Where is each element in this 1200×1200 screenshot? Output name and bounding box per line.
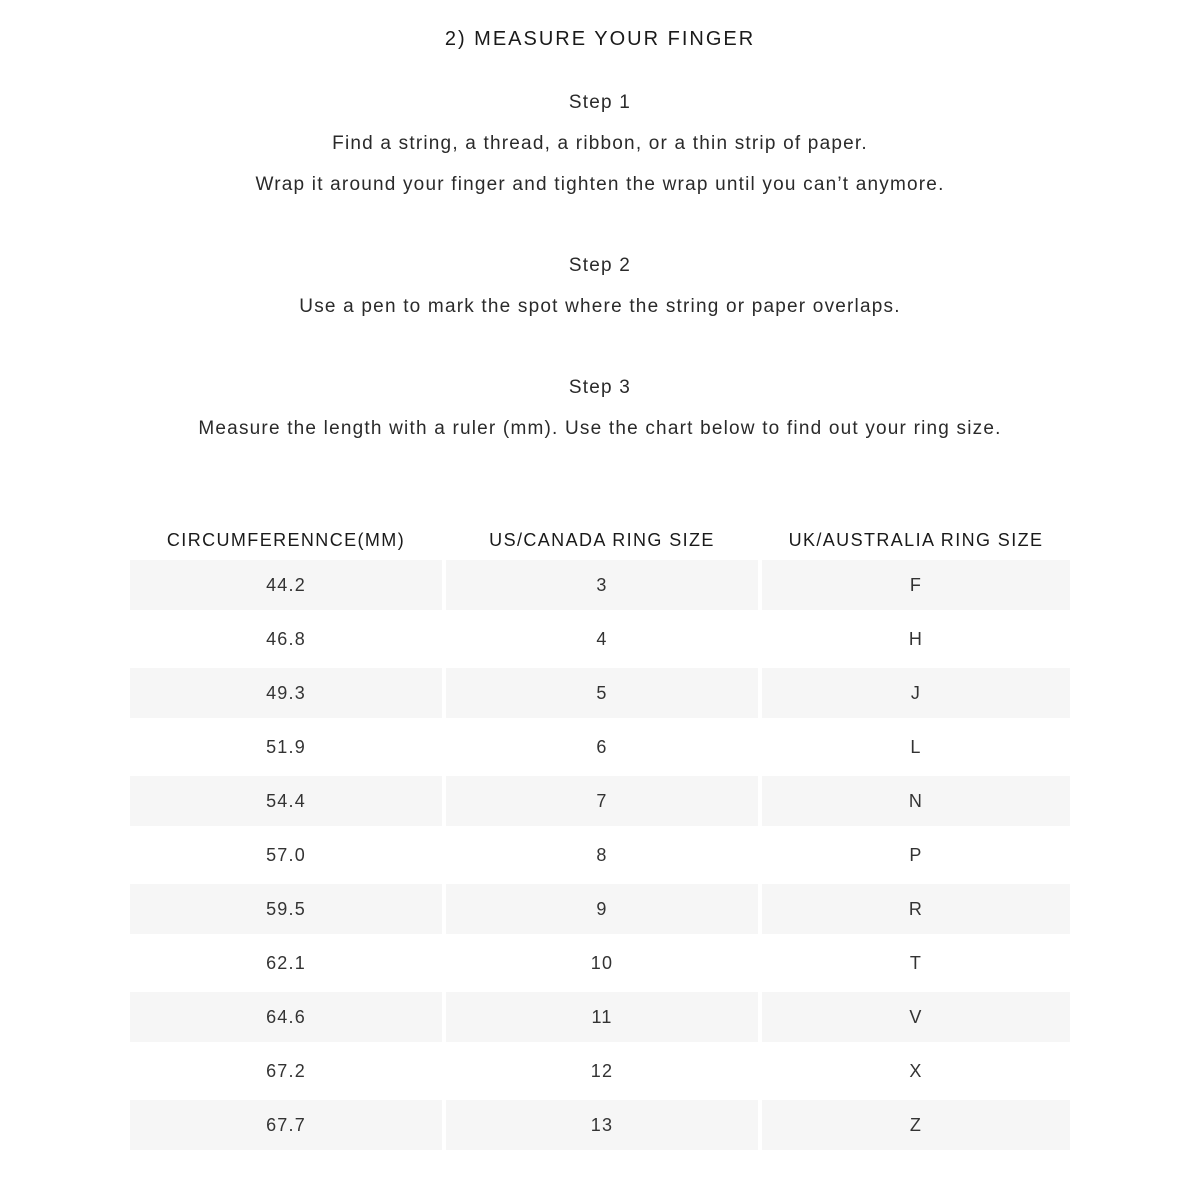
us-canada-size-cell: 5 [446,668,758,718]
uk-australia-size-cell: R [762,884,1070,934]
circumference-cell: 57.0 [130,830,442,880]
us-canada-size-cell: 11 [446,992,758,1042]
us-canada-size-cell: 7 [446,776,758,826]
uk-australia-size-cell: P [762,830,1070,880]
table-row [130,560,1070,610]
header-uk-australia-size: UK/AUSTRALIA RING SIZE [788,529,1044,550]
step-3-label: Step 3 [568,377,632,398]
table-row [130,830,1070,880]
circumference-cell: 46.8 [130,614,442,664]
uk-australia-size-cell: T [762,938,1070,988]
us-canada-size-cell: 8 [446,830,758,880]
uk-australia-size-cell: L [762,722,1070,772]
us-canada-size-cell: 13 [446,1100,758,1150]
uk-australia-size-cell: V [762,992,1070,1042]
table-header [130,520,1070,560]
table-row [130,938,1070,988]
us-canada-size-cell: 9 [446,884,758,934]
circumference-cell: 51.9 [130,722,442,772]
us-canada-size-cell: 12 [446,1046,758,1096]
header-circumference: CIRCUMFERENNCE(MM) [166,529,406,550]
table-row [130,668,1070,718]
circumference-cell: 49.3 [130,668,442,718]
circumference-cell: 64.6 [130,992,442,1042]
table-row [130,1046,1070,1096]
us-canada-size-cell: 6 [446,722,758,772]
step-3-instruction: Measure the length with a ruler (mm). Use the chart below to find out your ring size. [198,418,1002,439]
circumference-cell: 54.4 [130,776,442,826]
table-row [130,776,1070,826]
step-2-instruction: Use a pen to mark the spot where the string or paper overlaps. [299,296,901,317]
us-canada-size-cell: 4 [446,614,758,664]
uk-australia-size-cell: X [762,1046,1070,1096]
table-row [130,884,1070,934]
header-us-canada-size: US/CANADA RING SIZE [489,529,715,550]
page-title: 2) MEASURE YOUR FINGER [444,28,756,50]
step-1-instruction-1: Find a string, a thread, a ribbon, or a thin strip of paper. [332,133,868,154]
circumference-cell: 59.5 [130,884,442,934]
us-canada-size-cell: 10 [446,938,758,988]
uk-australia-size-cell: Z [762,1100,1070,1150]
table-row [130,722,1070,772]
step-1-instruction-2: Wrap it around your finger and tighten the wrap until you can’t anymore. [255,174,945,195]
uk-australia-size-cell: F [762,560,1070,610]
uk-australia-size-cell: H [762,614,1070,664]
circumference-cell: 67.2 [130,1046,442,1096]
circumference-cell: 67.7 [130,1100,442,1150]
circumference-cell: 44.2 [130,560,442,610]
us-canada-size-cell: 3 [446,560,758,610]
table-row [130,992,1070,1042]
circumference-cell: 62.1 [130,938,442,988]
table-body [130,560,1070,1150]
table-row [130,1100,1070,1150]
step-1-label: Step 1 [568,92,632,113]
table-row [130,614,1070,664]
step-2-label: Step 2 [568,255,632,276]
uk-australia-size-cell: N [762,776,1070,826]
uk-australia-size-cell: J [762,668,1070,718]
ring-size-table [130,520,1070,1154]
